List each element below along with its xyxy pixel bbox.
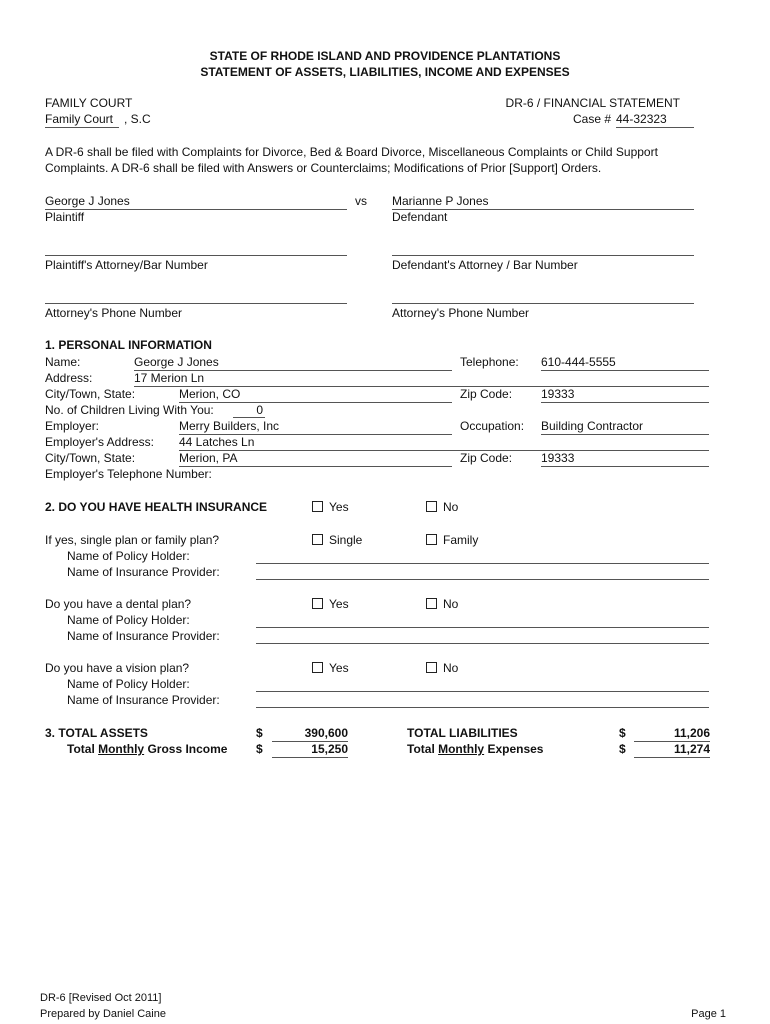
assets-currency: $ — [256, 726, 263, 740]
name-label: Name: — [45, 355, 81, 369]
vision-policy-holder-field[interactable] — [256, 691, 709, 692]
health-provider-label: Name of Insurance Provider: — [67, 565, 220, 579]
defendant-field[interactable]: Marianne P Jones — [392, 194, 694, 210]
city-state-label: City/Town, State: — [45, 387, 136, 401]
instructions-line2: Complaints. A DR-6 shall be filed with Answers or Counterclaims; Modifications of Prior [Support] Orders. — [45, 161, 602, 175]
children-field[interactable]: 0 — [233, 403, 265, 418]
court-suffix: , S.C — [124, 112, 151, 126]
monthly-income-label: Total Monthly Gross Income — [67, 742, 228, 756]
plaintiff-attorney-label: Plaintiff's Attorney/Bar Number — [45, 258, 208, 272]
defendant-attorney-phone-label: Attorney's Phone Number — [392, 306, 530, 320]
form-title-line1: STATE OF RHODE ISLAND AND PROVIDENCE PLANTATIONS — [209, 49, 561, 63]
checkbox-icon[interactable] — [312, 534, 323, 545]
family-label: Family — [443, 533, 479, 547]
dental-no-label: No — [443, 597, 459, 611]
zip-field[interactable]: 19333 — [541, 387, 709, 403]
liabilities-currency: $ — [619, 726, 626, 740]
income-currency: $ — [256, 742, 263, 756]
personal-info-heading: 1. PERSONAL INFORMATION — [45, 338, 212, 352]
checkbox-icon[interactable] — [312, 501, 323, 512]
total-assets-field[interactable]: 390,600 — [272, 726, 348, 742]
plaintiff-field[interactable]: George J Jones — [45, 194, 347, 210]
checkbox-icon[interactable] — [426, 501, 437, 512]
single-label: Single — [329, 533, 363, 547]
vision-policy-holder-label: Name of Policy Holder: — [67, 677, 190, 691]
address-field[interactable]: 17 Merion Ln — [134, 371, 709, 387]
employer-label: Employer: — [45, 419, 100, 433]
plaintiff-attorney-phone-label: Attorney's Phone Number — [45, 306, 183, 320]
occupation-label: Occupation: — [460, 419, 525, 433]
health-provider-field[interactable] — [256, 579, 709, 580]
dental-question: Do you have a dental plan? — [45, 597, 192, 611]
page-number: Page 1 — [691, 1008, 726, 1020]
vision-no-label: No — [443, 661, 459, 675]
defendant-attorney-phone-field[interactable] — [392, 303, 694, 304]
employer-zip-label: Zip Code: — [460, 451, 513, 465]
revision-note: DR-6 [Revised Oct 2011] — [40, 992, 162, 1004]
employer-address-label: Employer's Address: — [45, 435, 155, 449]
checkbox-icon[interactable] — [426, 662, 437, 673]
vision-provider-label: Name of Insurance Provider: — [67, 693, 220, 707]
health-policy-holder-field[interactable] — [256, 563, 709, 564]
employer-city-label: City/Town, State: — [45, 451, 136, 465]
monthly-income-field[interactable]: 15,250 — [272, 742, 348, 758]
form-title-line2: STATEMENT OF ASSETS, LIABILITIES, INCOME AND EXPENSES — [200, 65, 570, 79]
plaintiff-attorney-phone-field[interactable] — [45, 303, 347, 304]
dental-policy-holder-label: Name of Policy Holder: — [67, 613, 190, 627]
dental-policy-holder-field[interactable] — [256, 627, 709, 628]
name-field[interactable]: George J Jones — [134, 355, 452, 371]
family-court-label: FAMILY COURT — [45, 96, 133, 110]
health-no-label: No — [443, 500, 459, 514]
monthly-expenses-field[interactable]: 11,274 — [634, 742, 710, 758]
zip-label: Zip Code: — [460, 387, 513, 401]
case-number-label: Case # — [573, 112, 612, 126]
vision-question: Do you have a vision plan? — [45, 661, 190, 675]
versus-label: vs — [355, 194, 367, 208]
checkbox-icon[interactable] — [426, 534, 437, 545]
vision-provider-field[interactable] — [256, 707, 709, 708]
health-insurance-heading: 2. DO YOU HAVE HEALTH INSURANCE — [45, 500, 268, 514]
dental-provider-field[interactable] — [256, 643, 709, 644]
expenses-currency: $ — [619, 742, 626, 756]
employer-phone-label: Employer's Telephone Number: — [45, 467, 212, 481]
dental-provider-label: Name of Insurance Provider: — [67, 629, 220, 643]
checkbox-icon[interactable] — [312, 662, 323, 673]
form-number-label: DR-6 / FINANCIAL STATEMENT — [505, 96, 680, 110]
children-label: No. of Children Living With You: — [45, 403, 214, 417]
health-yes-option[interactable] — [312, 500, 349, 515]
checkbox-icon[interactable] — [426, 598, 437, 609]
dental-no-option[interactable] — [426, 597, 458, 612]
employer-address-field[interactable]: 44 Latches Ln — [179, 435, 709, 451]
court-field[interactable]: Family Court — [45, 112, 119, 128]
plan-type-question: If yes, single plan or family plan? — [45, 533, 220, 547]
vision-yes-label: Yes — [329, 661, 349, 675]
employer-field[interactable]: Merry Builders, Inc — [179, 419, 452, 435]
vision-no-option[interactable] — [426, 661, 458, 676]
employer-zip-field[interactable]: 19333 — [541, 451, 709, 467]
dental-yes-label: Yes — [329, 597, 349, 611]
case-number-field[interactable]: 44-32323 — [616, 112, 694, 128]
total-assets-label: 3. TOTAL ASSETS — [45, 726, 148, 740]
employer-city-field[interactable]: Merion, PA — [179, 451, 452, 467]
prepared-by: Prepared by Daniel Caine — [40, 1008, 166, 1020]
telephone-label: Telephone: — [460, 355, 519, 369]
plaintiff-label: Plaintiff — [45, 210, 85, 224]
monthly-expenses-label: Total Monthly Expenses — [407, 742, 544, 756]
total-liabilities-label: TOTAL LIABILITIES — [407, 726, 518, 740]
defendant-attorney-field[interactable] — [392, 255, 694, 256]
family-plan-option[interactable] — [426, 533, 478, 548]
defendant-attorney-label: Defendant's Attorney / Bar Number — [392, 258, 578, 272]
single-plan-option[interactable] — [312, 533, 362, 548]
occupation-field[interactable]: Building Contractor — [541, 419, 709, 435]
health-policy-holder-label: Name of Policy Holder: — [67, 549, 190, 563]
telephone-field[interactable]: 610-444-5555 — [541, 355, 709, 371]
health-yes-label: Yes — [329, 500, 349, 514]
instructions-line1: A DR-6 shall be filed with Complaints for Divorce, Bed & Board Divorce, Miscellaneous Complaints or Child Support — [45, 145, 658, 159]
plaintiff-attorney-field[interactable] — [45, 255, 347, 256]
address-label: Address: — [45, 371, 93, 385]
defendant-label: Defendant — [392, 210, 448, 224]
total-liabilities-field[interactable]: 11,206 — [634, 726, 710, 742]
city-state-field[interactable]: Merion, CO — [179, 387, 452, 403]
health-no-option[interactable] — [426, 500, 458, 515]
dental-yes-option[interactable] — [312, 597, 349, 612]
checkbox-icon[interactable] — [312, 598, 323, 609]
vision-yes-option[interactable] — [312, 661, 349, 676]
